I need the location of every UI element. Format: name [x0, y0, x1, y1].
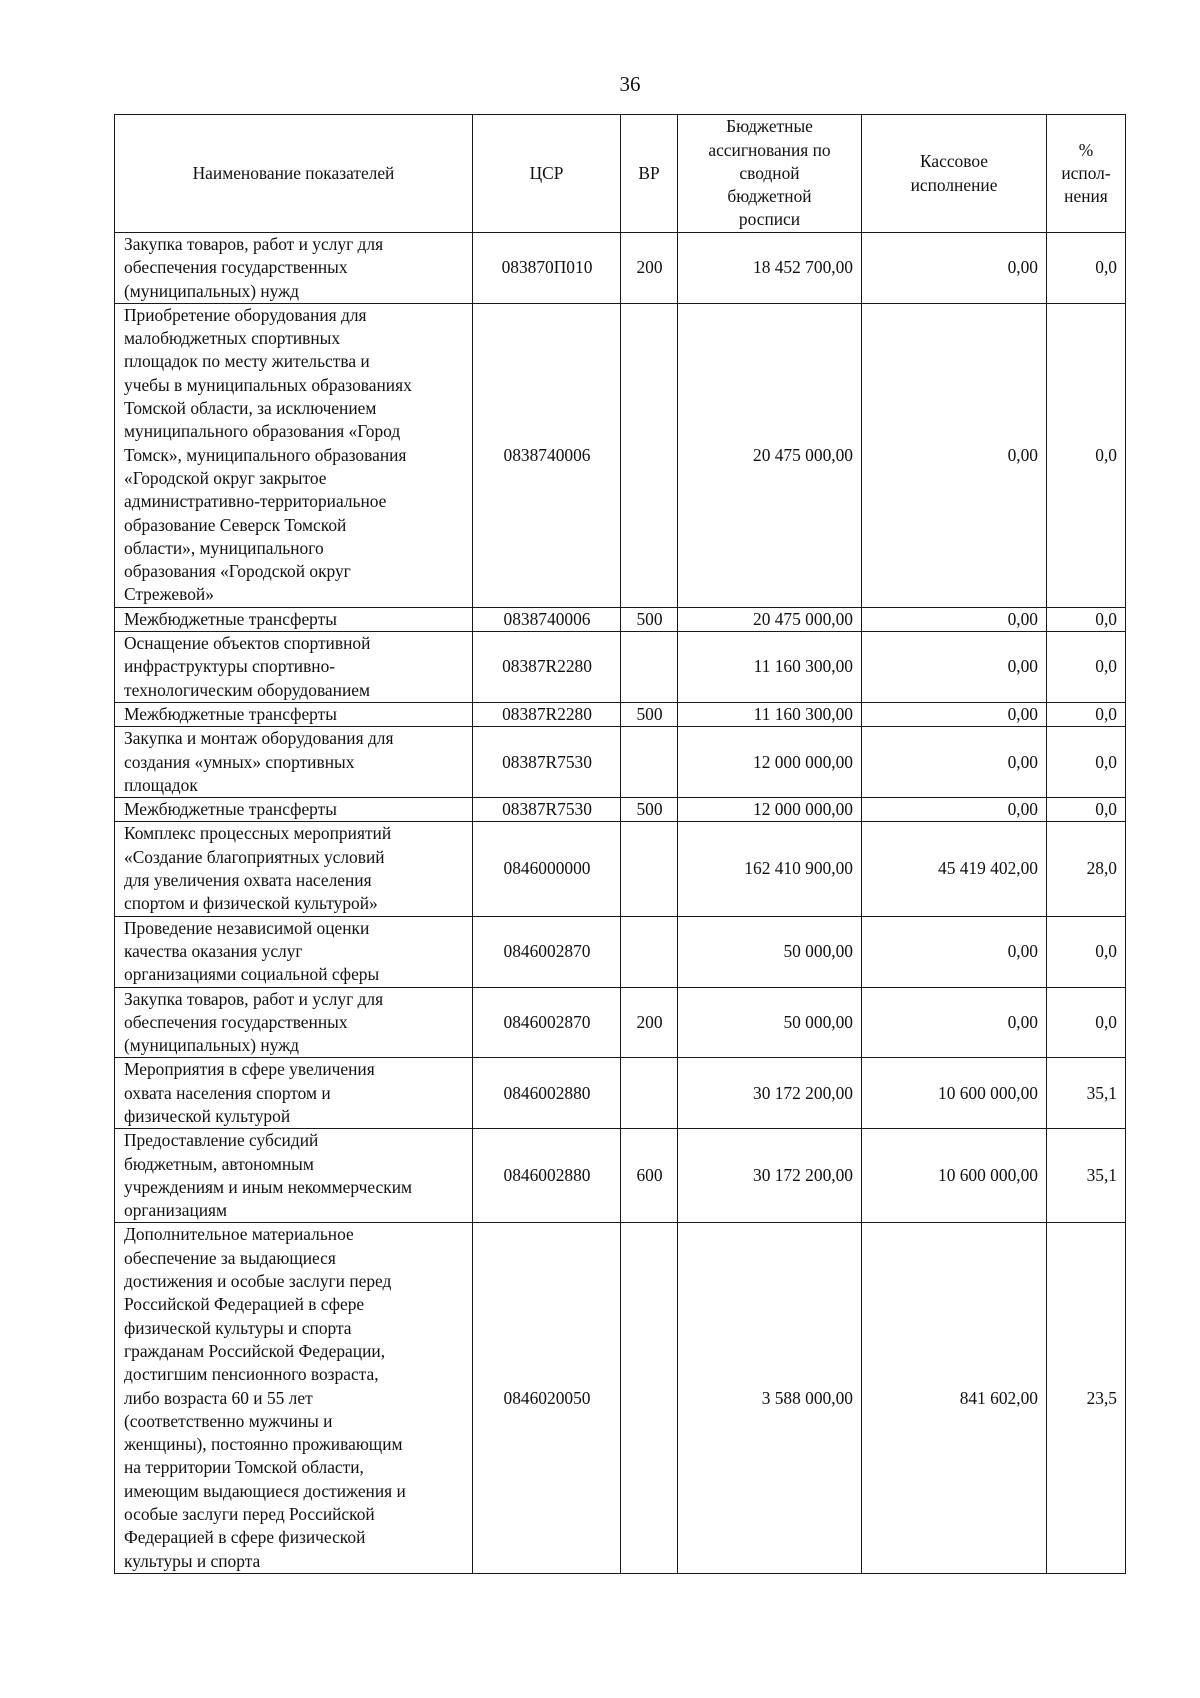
table-header-row — [115, 115, 1126, 233]
cell-csr: 08387R7530 — [473, 727, 621, 798]
budget-execution-table — [114, 114, 1126, 1574]
cell-indicator-name: Закупка товаров, работ и услуг для обеспечения государственных (муниципальных) нужд — [115, 987, 473, 1058]
cell-cash: 0,00 — [862, 916, 1047, 987]
cell-cash: 45 419 402,00 — [862, 822, 1047, 916]
cell-indicator-name: Закупка товаров, работ и услуг для обеспечения государственных (муниципальных) нужд — [115, 233, 473, 304]
table-row — [115, 632, 1126, 703]
table-row — [115, 822, 1126, 916]
cell-csr: 083870П010 — [473, 233, 621, 304]
cell-cash: 841 602,00 — [862, 1223, 1047, 1573]
cell-budget: 18 452 700,00 — [678, 233, 862, 304]
cell-vr — [621, 916, 678, 987]
table-row — [115, 702, 1126, 726]
cell-cash: 0,00 — [862, 702, 1047, 726]
cell-vr — [621, 632, 678, 703]
cell-cash: 0,00 — [862, 798, 1047, 822]
cell-csr: 0846002880 — [473, 1129, 621, 1223]
cell-percent: 0,0 — [1047, 916, 1126, 987]
cell-indicator-name: Оснащение объектов спортивной инфраструктуры спортивно- технологическим оборудованием — [115, 632, 473, 703]
table-row — [115, 303, 1126, 607]
cell-csr: 0838740006 — [473, 303, 621, 607]
cell-percent: 0,0 — [1047, 702, 1126, 726]
table-row — [115, 1129, 1126, 1223]
cell-percent: 23,5 — [1047, 1223, 1126, 1573]
cell-indicator-name: Приобретение оборудования для малобюджетных спортивных площадок по месту жительства и учебы в муниципальных образованиях Томской области, за исключением муниципального образования «Город Томск», муниципального образования «Городской округ закрытое административно-территориальное образование Северск Томской области», муниципального образования «Городской округ Стрежевой» — [115, 303, 473, 607]
header-csr: ЦСР — [473, 115, 621, 233]
cell-budget: 50 000,00 — [678, 916, 862, 987]
cell-budget: 50 000,00 — [678, 987, 862, 1058]
cell-budget: 30 172 200,00 — [678, 1129, 862, 1223]
table-row — [115, 1058, 1126, 1129]
cell-budget: 11 160 300,00 — [678, 702, 862, 726]
cell-indicator-name: Комплекс процессных мероприятий «Создание благоприятных условий для увеличения охвата населения спортом и физической культурой» — [115, 822, 473, 916]
cell-vr: 200 — [621, 987, 678, 1058]
header-percent: % испол- нения — [1047, 115, 1126, 233]
cell-budget: 3 588 000,00 — [678, 1223, 862, 1573]
cell-budget: 162 410 900,00 — [678, 822, 862, 916]
cell-cash: 10 600 000,00 — [862, 1058, 1047, 1129]
cell-percent: 0,0 — [1047, 798, 1126, 822]
table-row — [115, 798, 1126, 822]
cell-vr: 600 — [621, 1129, 678, 1223]
cell-csr: 0846002870 — [473, 916, 621, 987]
cell-csr: 0846002870 — [473, 987, 621, 1058]
cell-percent: 0,0 — [1047, 727, 1126, 798]
cell-percent: 0,0 — [1047, 632, 1126, 703]
cell-vr — [621, 727, 678, 798]
table-row — [115, 233, 1126, 304]
table-row — [115, 607, 1126, 631]
cell-indicator-name: Межбюджетные трансферты — [115, 702, 473, 726]
cell-indicator-name: Мероприятия в сфере увеличения охвата населения спортом и физической культурой — [115, 1058, 473, 1129]
cell-budget: 30 172 200,00 — [678, 1058, 862, 1129]
table-row — [115, 916, 1126, 987]
header-vr: ВР — [621, 115, 678, 233]
cell-csr: 08387R7530 — [473, 798, 621, 822]
cell-vr — [621, 1223, 678, 1573]
cell-csr: 0846000000 — [473, 822, 621, 916]
cell-cash: 0,00 — [862, 607, 1047, 631]
cell-percent: 35,1 — [1047, 1129, 1126, 1223]
cell-budget: 12 000 000,00 — [678, 798, 862, 822]
cell-vr: 500 — [621, 702, 678, 726]
cell-indicator-name: Межбюджетные трансферты — [115, 798, 473, 822]
page-number: 36 — [619, 72, 641, 96]
cell-vr: 500 — [621, 798, 678, 822]
cell-csr: 08387R2280 — [473, 702, 621, 726]
cell-cash: 0,00 — [862, 303, 1047, 607]
cell-cash: 0,00 — [862, 727, 1047, 798]
cell-cash: 10 600 000,00 — [862, 1129, 1047, 1223]
cell-indicator-name: Проведение независимой оценки качества оказания услуг организациями социальной сферы — [115, 916, 473, 987]
cell-vr: 500 — [621, 607, 678, 631]
cell-csr: 08387R2280 — [473, 632, 621, 703]
header-cash: Кассовое исполнение — [862, 115, 1047, 233]
cell-indicator-name: Предоставление субсидий бюджетным, автономным учреждениям и иным некоммерческим организациям — [115, 1129, 473, 1223]
cell-indicator-name: Закупка и монтаж оборудования для создания «умных» спортивных площадок — [115, 727, 473, 798]
cell-percent: 0,0 — [1047, 607, 1126, 631]
cell-percent: 35,1 — [1047, 1058, 1126, 1129]
cell-vr: 200 — [621, 233, 678, 304]
cell-percent: 0,0 — [1047, 303, 1126, 607]
cell-csr: 0838740006 — [473, 607, 621, 631]
table-row — [115, 1223, 1126, 1573]
cell-vr — [621, 1058, 678, 1129]
table-row — [115, 987, 1126, 1058]
cell-cash: 0,00 — [862, 632, 1047, 703]
cell-indicator-name: Межбюджетные трансферты — [115, 607, 473, 631]
cell-budget: 12 000 000,00 — [678, 727, 862, 798]
table-body — [115, 233, 1126, 1574]
cell-indicator-name: Дополнительное материальное обеспечение за выдающиеся достижения и особые заслуги перед Российской Федерацией в сфере физической культуры и спорта гражданам Российской Федерации, достигшим пенсионного возраста, либо возраста 60 и 55 лет (соответственно мужчины и женщины), постоянно проживающим на территории Томской области, имеющим выдающиеся достижения и особые заслуги перед Российской Федерацией в сфере физической культуры и спорта — [115, 1223, 473, 1573]
cell-vr — [621, 822, 678, 916]
header-name: Наименование показателей — [115, 115, 473, 233]
cell-cash: 0,00 — [862, 987, 1047, 1058]
cell-cash: 0,00 — [862, 233, 1047, 304]
cell-budget: 11 160 300,00 — [678, 632, 862, 703]
cell-percent: 0,0 — [1047, 233, 1126, 304]
cell-vr — [621, 303, 678, 607]
table-row — [115, 727, 1126, 798]
header-budget: Бюджетные ассигнования по сводной бюджетной росписи — [678, 115, 862, 233]
cell-budget: 20 475 000,00 — [678, 303, 862, 607]
cell-percent: 0,0 — [1047, 987, 1126, 1058]
cell-csr: 0846020050 — [473, 1223, 621, 1573]
cell-csr: 0846002880 — [473, 1058, 621, 1129]
cell-budget: 20 475 000,00 — [678, 607, 862, 631]
cell-percent: 28,0 — [1047, 822, 1126, 916]
